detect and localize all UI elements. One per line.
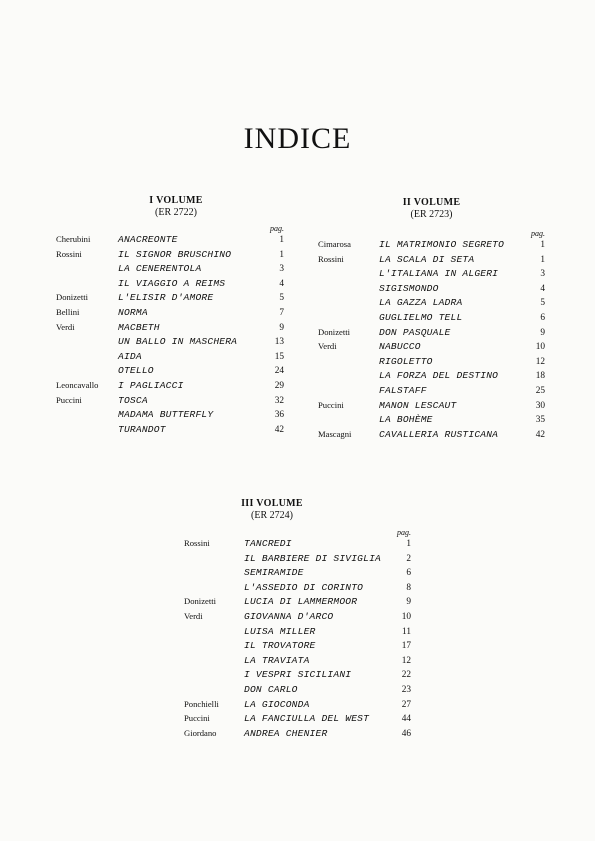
opera-title: L'ELISIR D'AMORE <box>118 292 214 304</box>
volume-3-index <box>184 498 411 742</box>
opera-title: RIGOLETTO <box>379 355 433 367</box>
list-item <box>318 268 545 283</box>
page-number: 25 <box>535 385 545 396</box>
opera-title: IL BARBIERE DI SIVIGLIA <box>244 552 382 564</box>
page-number: 12 <box>535 356 545 367</box>
page-number: 24 <box>274 366 284 377</box>
page-column-label: pag. <box>531 229 545 238</box>
page-title: INDICE <box>243 122 352 155</box>
list-item <box>184 626 411 641</box>
opera-title: LA BOHÈME <box>379 414 433 426</box>
composer-name: Rossini <box>318 253 344 264</box>
composer-name: Puccini <box>318 399 344 410</box>
volume-heading: I VOLUME <box>149 195 203 206</box>
list-item <box>184 553 411 568</box>
list-item <box>184 669 411 684</box>
list-item <box>318 283 545 298</box>
list-item <box>318 312 545 327</box>
opera-title: FALSTAFF <box>379 384 427 396</box>
page-number: 6 <box>540 312 545 323</box>
opera-title: L'ASSEDIO DI CORINTO <box>244 581 364 593</box>
page-number: 1 <box>406 539 411 549</box>
composer-name: Donizetti <box>318 326 350 337</box>
volume-catalog-code: (ER 2722) <box>155 207 197 218</box>
opera-title: AIDA <box>118 350 142 362</box>
page-number: 11 <box>402 626 411 637</box>
opera-title: I VESPRI SICILIANI <box>244 669 352 681</box>
list-item <box>184 655 411 670</box>
opera-title: DON PASQUALE <box>379 326 451 338</box>
list-item <box>56 409 284 424</box>
opera-title: LA CENERENTOLA <box>118 263 202 275</box>
page-number: 2 <box>406 553 411 564</box>
list-item <box>184 611 411 626</box>
list-item <box>184 640 411 655</box>
list-item <box>184 684 411 699</box>
page-column-label: pag. <box>270 224 284 233</box>
page-number: 3 <box>279 264 284 275</box>
page-number: 1 <box>279 249 284 260</box>
opera-title: ANDREA CHENIER <box>244 727 328 739</box>
composer-name: Leoncavallo <box>56 379 99 390</box>
opera-title: IL SIGNOR BRUSCHINO <box>118 248 232 260</box>
opera-title: TANCREDI <box>244 538 292 549</box>
list-item <box>56 234 284 249</box>
page-number: 4 <box>279 278 284 289</box>
composer-name: Giordano <box>184 727 217 738</box>
opera-title: OTELLO <box>118 365 154 377</box>
page-number: 29 <box>274 380 284 391</box>
list-item <box>56 292 284 307</box>
page-number: 6 <box>406 568 411 579</box>
page-number: 22 <box>401 670 411 681</box>
page-number: 36 <box>274 410 284 421</box>
list-item <box>318 327 545 342</box>
list-item <box>56 365 284 380</box>
list-item <box>184 728 411 743</box>
page-number: 13 <box>274 337 284 348</box>
list-item <box>56 307 284 322</box>
page-number: 9 <box>406 597 411 608</box>
list-item <box>318 370 545 385</box>
page-number: 46 <box>401 728 411 739</box>
opera-title: CAVALLERIA RUSTICANA <box>379 428 499 440</box>
opera-title: DON CARLO <box>244 683 298 695</box>
opera-title: SEMIRAMIDE <box>244 567 304 579</box>
composer-name: Rossini <box>56 248 82 259</box>
list-item <box>318 239 545 254</box>
list-item <box>318 297 545 312</box>
page-number: 35 <box>535 415 545 426</box>
volume-catalog-code: (ER 2723) <box>410 209 453 220</box>
composer-name: Puccini <box>184 713 210 724</box>
list-item <box>318 254 545 269</box>
opera-title: SIGISMONDO <box>379 282 439 294</box>
page-number: 10 <box>535 342 545 353</box>
list-item <box>318 429 545 444</box>
page-number: 44 <box>401 714 411 725</box>
composer-name: Verdi <box>56 321 75 332</box>
volume-heading: III VOLUME <box>241 498 303 509</box>
list-item <box>184 538 411 553</box>
composer-name: Cherubini <box>56 234 91 244</box>
list-item <box>318 341 545 356</box>
composer-name: Verdi <box>184 610 203 621</box>
opera-title: LA GIOCONDA <box>244 698 310 710</box>
composer-name: Donizetti <box>184 596 216 607</box>
opera-title: LA GAZZA LADRA <box>379 297 463 309</box>
opera-title: GUGLIELMO TELL <box>379 311 463 323</box>
list-item <box>318 400 545 415</box>
list-item <box>184 699 411 714</box>
opera-title: IL TROVATORE <box>244 640 316 652</box>
opera-title: MACBETH <box>118 321 160 333</box>
opera-title: LUISA MILLER <box>244 625 316 637</box>
list-item <box>56 249 284 264</box>
page-number: 5 <box>279 293 284 304</box>
page-number: 7 <box>279 307 284 318</box>
entry-list <box>56 234 284 438</box>
opera-title: ANACREONTE <box>118 234 178 245</box>
opera-title: IL MATRIMONIO SEGRETO <box>379 239 505 250</box>
composer-name: Ponchielli <box>184 698 219 709</box>
list-item <box>56 424 284 439</box>
page-number: 12 <box>401 655 411 666</box>
volume-catalog-code: (ER 2724) <box>251 510 293 521</box>
composer-name: Donizetti <box>56 292 88 303</box>
composer-name: Cimarosa <box>318 239 351 249</box>
opera-title: NORMA <box>118 306 148 318</box>
page-number: 3 <box>540 269 545 280</box>
opera-title: TOSCA <box>118 394 148 406</box>
page-number: 1 <box>540 240 545 250</box>
entry-list <box>318 239 545 443</box>
page-number: 15 <box>274 351 284 362</box>
page-number: 30 <box>535 400 545 411</box>
opera-title: LUCIA DI LAMMERMOOR <box>244 596 358 608</box>
composer-name: Rossini <box>184 538 210 548</box>
page-number: 9 <box>540 327 545 338</box>
page-number: 42 <box>535 429 545 440</box>
page-column-label: pag. <box>397 528 411 537</box>
list-item <box>56 395 284 410</box>
composer-name: Puccini <box>56 394 82 405</box>
volume-1-index <box>56 195 284 438</box>
list-item <box>184 713 411 728</box>
page-number: 8 <box>406 582 411 593</box>
opera-title: LA SCALA DI SETA <box>379 253 475 265</box>
list-item <box>318 414 545 429</box>
list-item <box>184 567 411 582</box>
list-item <box>56 322 284 337</box>
page-number: 18 <box>535 371 545 382</box>
page-number: 23 <box>401 684 411 695</box>
list-item <box>56 278 284 293</box>
volume-2-index <box>318 197 545 443</box>
list-item <box>184 596 411 611</box>
list-item <box>56 336 284 351</box>
composer-name: Verdi <box>318 341 337 352</box>
opera-title: GIOVANNA D'ARCO <box>244 610 334 622</box>
opera-title: MADAMA BUTTERFLY <box>118 409 214 421</box>
list-item <box>56 351 284 366</box>
list-item <box>318 356 545 371</box>
opera-title: UN BALLO IN MASCHERA <box>118 336 238 348</box>
opera-title: I PAGLIACCI <box>118 379 184 391</box>
opera-title: TURANDOT <box>118 423 166 435</box>
composer-name: Bellini <box>56 306 80 317</box>
page-number: 9 <box>279 322 284 333</box>
page-number: 27 <box>401 699 411 710</box>
opera-title: L'ITALIANA IN ALGERI <box>379 268 499 280</box>
composer-name: Mascagni <box>318 428 352 439</box>
page-number: 32 <box>274 395 284 406</box>
list-item <box>184 582 411 597</box>
page-number: 42 <box>274 424 284 435</box>
page-number: 4 <box>540 283 545 294</box>
page-number: 17 <box>401 641 411 652</box>
page-number: 5 <box>540 298 545 309</box>
opera-title: IL VIAGGIO A REIMS <box>118 277 226 289</box>
volume-heading: II VOLUME <box>402 197 461 208</box>
list-item <box>56 263 284 278</box>
opera-title: NABUCCO <box>379 341 421 353</box>
page-number: 1 <box>279 235 284 245</box>
page-number: 1 <box>540 254 545 265</box>
page-number: 10 <box>401 611 411 622</box>
list-item <box>318 385 545 400</box>
opera-title: LA FANCIULLA DEL WEST <box>244 713 370 725</box>
list-item <box>56 380 284 395</box>
entry-list <box>184 538 411 742</box>
opera-title: LA FORZA DEL DESTINO <box>379 370 499 382</box>
opera-title: LA TRAVIATA <box>244 654 310 666</box>
opera-title: MANON LESCAUT <box>379 399 457 411</box>
